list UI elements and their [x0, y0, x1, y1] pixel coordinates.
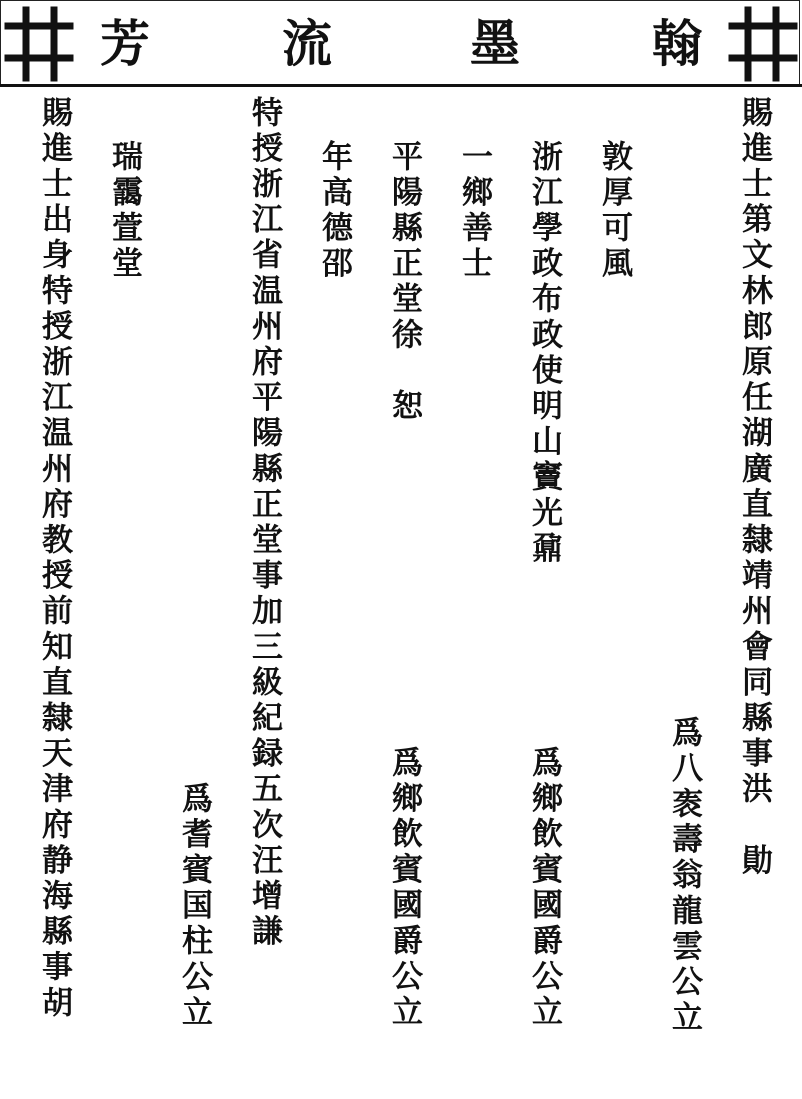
fret-ornament-left-icon [4, 6, 74, 82]
text-column: 爲鄉飲賓國爵公立 [526, 746, 562, 1031]
banner-rule [0, 84, 802, 87]
title-banner [0, 0, 802, 90]
text-column: 爲鄉飲賓國爵公立 [386, 746, 422, 1031]
text-column: 爲八袠壽翁龍雲公立 [666, 716, 702, 1037]
text-column: 爲耆賓国柱公立 [176, 782, 212, 1032]
banner-title-char: 芳 [100, 14, 150, 73]
banner-title-char: 翰 [652, 14, 702, 73]
banner-title-char: 流 [282, 14, 332, 73]
text-column: 賜進士第文林郎原任湖廣直隸靖州會同縣事洪 勛 [736, 96, 772, 880]
text-column: 敦厚可風 [596, 140, 632, 283]
fret-ornament-right-icon [728, 6, 798, 82]
text-column: 賜進士出身特授浙江温州府教授前知直隸天津府静海縣事胡 [36, 96, 72, 1022]
text-column: 年高德邵 [316, 140, 352, 283]
text-column: 平陽縣正堂徐 恕 [386, 140, 422, 425]
banner-title-char: 墨 [470, 14, 520, 73]
text-column: 特授浙江省温州府平陽縣正堂事加三級紀録五次汪增謙 [246, 96, 282, 951]
text-column: 一鄉善士 [456, 140, 492, 283]
text-column: 浙江學政布政使明山竇光鼐 [526, 140, 562, 568]
text-column: 瑞靄萱堂 [106, 140, 142, 283]
